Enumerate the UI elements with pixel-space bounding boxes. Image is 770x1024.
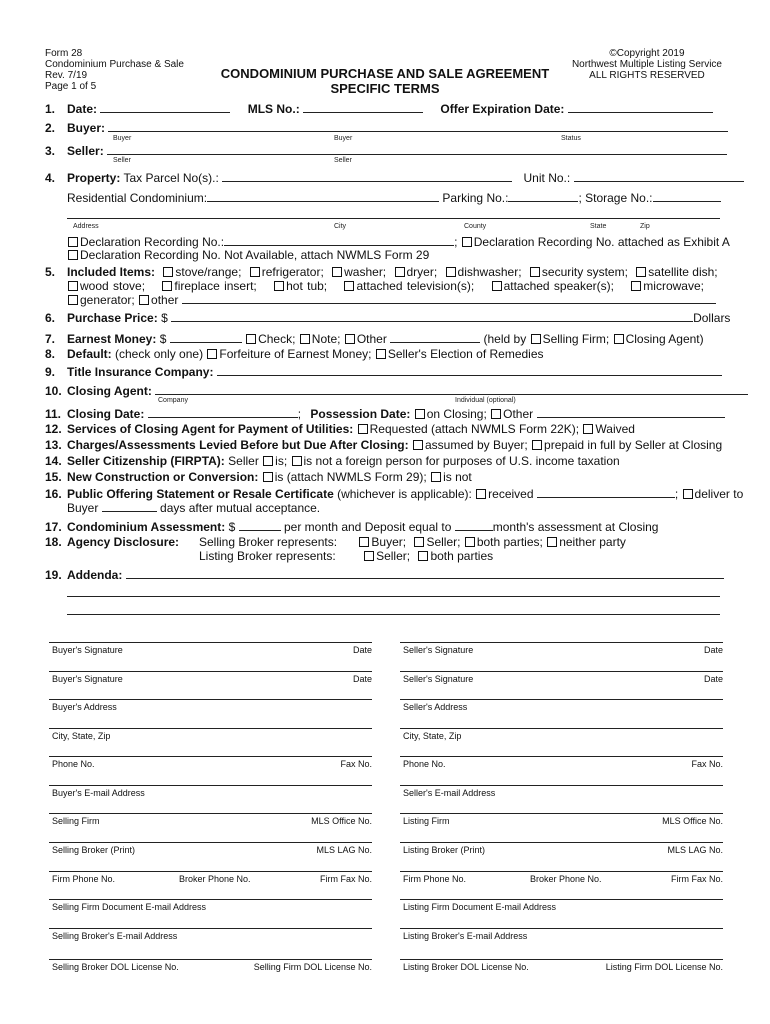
signature-line-phone-no[interactable] [49,756,372,757]
default-note: (check only one) [115,347,204,361]
row-title-company [45,364,722,379]
signature-line-buyer-s-signature[interactable] [49,642,372,643]
signature-line-listing-firm-document-e-mail-address[interactable] [400,899,723,900]
item-number: 9. [45,365,56,379]
dollar-sign: $ [228,520,236,534]
selling-broker-rep-label: Selling Broker represents: [199,535,338,549]
declaration-recording-label: Declaration Recording No.: [80,235,225,249]
note-checkbox[interactable] [300,334,310,344]
closing-date-field[interactable] [148,406,298,418]
signature-label-listing-firm: Listing Firm [403,816,450,826]
signature-line-city-state-zip[interactable] [49,728,372,729]
item-number: 4. [45,171,56,185]
is-not-label: is not [443,470,472,484]
seller-label: Seller: [67,144,104,158]
residential-condo-label: Residential Condominium: [67,191,208,205]
listing-broker-rep-label: Listing Broker represents: [199,549,336,563]
signature-label-mls-lag-no: MLS LAG No. [667,845,723,855]
utilities-label: Services of Closing Agent for Payment of Utilities: [67,422,354,436]
address-field[interactable] [67,207,720,219]
title-line1: CONDOMINIUM PURCHASE AND SALE AGREEMENT [220,66,550,81]
item-checkbox[interactable] [250,267,260,277]
held-by-label: (held by [483,332,527,346]
dollars-label: Dollars [693,311,731,325]
signature-line-seller-s-address[interactable] [400,699,723,700]
row-closing-date: 11. Closing Date: ; Possession Date: on Closing; Other [45,406,725,421]
signature-line-selling-broker-print[interactable] [49,842,372,843]
signature-label-seller-s-signature: Seller's Signature [403,645,474,655]
is-attach-checkbox[interactable] [263,472,273,482]
prepaid-label: prepaid in full by Seller at Closing [544,438,723,452]
row-closing-agent [45,383,748,398]
assumed-checkbox[interactable] [413,440,423,450]
item-number: 13. [45,438,62,452]
closing-agent-field-label: Closing Agent: [67,384,152,398]
addenda-line[interactable] [67,614,720,615]
parking-field[interactable] [508,190,578,202]
header-right [572,48,722,81]
signature-label-city-state-zip: City, State, Zip [52,731,111,741]
title-company-field[interactable] [217,364,722,376]
row-default [45,347,544,361]
check-label: Check; [258,332,296,346]
row-agency [45,535,179,549]
is-attach-label: is (attach NWMLS Form 29); [274,470,427,484]
row-assessment [45,519,658,534]
forfeiture-checkbox[interactable] [207,349,217,359]
signature-label-firm-phone-no: Firm Phone No. [52,874,116,884]
item-checkbox[interactable] [636,267,646,277]
caption-address: Address [73,223,99,230]
possession-other-checkbox[interactable] [491,409,501,419]
other-checkbox[interactable] [345,334,355,344]
row-included-items-3 [67,292,716,307]
caption-status: Status [561,135,581,142]
row-declaration-na [67,248,429,262]
title-line2: SPECIFIC TERMS [330,81,440,96]
item-number: 19. [45,568,62,582]
document-title [200,66,570,96]
note-label: Note; [311,332,341,346]
firpta-label: Seller Citizenship (FIRPTA): [67,454,225,468]
signature-line-listing-broker-dol-license-no[interactable] [400,959,723,960]
signature-label-buyer-s-signature: Buyer's Signature [52,645,123,655]
signature-label-seller-s-e-mail-address: Seller's E-mail Address [403,788,496,798]
item-number: 7. [45,332,56,346]
signature-label-mls-lag-no: MLS LAG No. [316,845,372,855]
is-not-foreign-label: is not a foreign person for purposes of U.S. income taxation [303,454,620,468]
caption-buyer: Buyer [113,135,132,142]
signature-line-seller-s-signature[interactable] [400,642,723,643]
page-number: Page 1 of 5 [45,81,97,92]
signature-label-buyer-s-signature: Buyer's Signature [52,674,123,684]
signature-line-seller-s-e-mail-address[interactable] [400,785,723,786]
row-residential-condo [67,190,721,205]
generator-checkbox[interactable] [68,295,78,305]
assessment-field[interactable] [239,519,281,531]
offer-expiration-field[interactable] [568,101,713,113]
is-not-foreign-checkbox[interactable] [292,456,302,466]
signature-label-firm-fax-no: Firm Fax No. [319,874,372,884]
other-items-field[interactable] [182,292,716,304]
selling-firm-label: Selling Firm; [542,332,610,346]
item-number: 14. [45,454,62,468]
signature-label-buyer-s-address: Buyer's Address [52,702,117,712]
list-both-checkbox[interactable] [418,551,428,561]
signature-label-phone-no: Phone No. [52,759,95,769]
item-number: 8. [45,347,56,361]
item-number: 5. [45,265,56,279]
earnest-amount-field[interactable] [170,331,242,343]
list-seller-label: Seller; [376,549,411,563]
row-utilities [45,422,635,436]
days-field[interactable] [102,500,157,512]
item-checkbox[interactable] [163,267,173,277]
item-number: 2. [45,121,56,135]
form-number: Form 28 [45,48,83,59]
is-label: is; [275,454,288,468]
signature-label-broker-phone-no: Broker Phone No. [179,874,251,884]
signature-line-buyer-s-signature[interactable] [49,671,372,672]
title-company-label: Title Insurance Company: [67,365,214,379]
mls-field[interactable] [303,101,423,113]
signature-label-listing-broker-s-e-mail-address: Listing Broker's E-mail Address [403,931,528,941]
item-number: 10. [45,384,62,398]
residential-condo-field[interactable] [207,190,439,202]
item-label: dishwasher; [457,265,522,279]
default-label: Default: [67,347,112,361]
received-label: received [488,487,534,501]
signature-label-mls-office-no: MLS Office No. [662,816,723,826]
signature-label-buyer-s-e-mail-address: Buyer's E-mail Address [52,788,145,798]
signature-label-date: Date [352,645,372,655]
item-number: 15. [45,470,62,484]
caption-state: State [590,223,607,230]
signature-label-broker-phone-no: Broker Phone No. [530,874,602,884]
item-label: fireplace insert; [174,279,257,293]
closing-date-label: Closing Date: [67,407,145,421]
buyer-label: Buyer: [67,121,106,135]
possession-date-label: Possession Date: [310,407,411,421]
form-name: Condominium Purchase & Sale [45,59,184,70]
signature-label-date: Date [703,645,723,655]
row-seller [45,143,727,158]
caption-city: City [334,223,347,230]
signature-line-selling-broker-s-e-mail-address[interactable] [49,928,372,929]
signature-label-listing-firm-document-e-mail-address: Listing Firm Document E-mail Address [403,902,557,912]
signature-line-phone-no[interactable] [400,756,723,757]
item-checkbox[interactable] [274,281,284,291]
item-label: hot tub; [286,279,328,293]
signature-label-seller-s-signature: Seller's Signature [403,674,474,684]
signature-line-selling-broker-dol-license-no[interactable] [49,959,372,960]
caption-buyer-2: Buyer [334,135,353,142]
declaration-na-checkbox[interactable] [68,250,78,260]
item-number: 1. [45,102,56,116]
declaration-recording-checkbox[interactable] [68,237,78,247]
seller-word: Seller [228,454,259,468]
item-label: stove/range; [175,265,242,279]
item-label: attached television(s); [356,279,475,293]
parking-label: Parking No.: [442,191,509,205]
item-checkbox[interactable] [530,267,540,277]
row-new-construction [45,470,472,484]
item-label: generator; [80,293,135,307]
item-checkbox[interactable] [162,281,172,291]
caption-company: Company [158,397,188,404]
list-seller-checkbox[interactable] [364,551,374,561]
signature-label-listing-broker-print: Listing Broker (Print) [403,845,486,855]
row-earnest-money [45,331,704,346]
form-revision: Rev. 7/19 [45,70,88,81]
is-not-checkbox[interactable] [431,472,441,482]
rep-both-label: both parties; [476,535,543,549]
unit-label: Unit No.: [523,171,571,185]
offer-expiration-label: Offer Expiration Date: [440,102,565,116]
storage-field[interactable] [653,190,721,202]
signature-label-firm-phone-no: Firm Phone No. [403,874,467,884]
seller-election-label: Seller's Election of Remedies [387,347,544,361]
declaration-recording-field[interactable] [224,234,454,246]
signature-line-city-state-zip[interactable] [400,728,723,729]
signature-label-phone-no: Phone No. [403,759,446,769]
charges-label: Charges/Assessments Levied Before but Due After Closing: [67,438,409,452]
dollar-sign: $ [159,332,167,346]
declaration-attached-label: Declaration Recording No. attached as Exhibit A [473,235,730,249]
mls-label: MLS No.: [247,102,300,116]
item-label: dryer; [406,265,438,279]
selling-firm-checkbox[interactable] [531,334,541,344]
signature-label-date: Date [352,674,372,684]
item-number: 3. [45,144,56,158]
signature-line-buyer-s-e-mail-address[interactable] [49,785,372,786]
received-checkbox[interactable] [476,489,486,499]
is-checkbox[interactable] [263,456,273,466]
received-field[interactable] [537,486,675,498]
caption-seller: Seller [113,157,131,164]
signature-line-listing-broker-print[interactable] [400,842,723,843]
row-declaration: Declaration Recording No.: ; Declaration Recording No. attached as Exhibit A [67,234,730,249]
row-included-items [45,265,718,279]
closing-agent-label: Closing Agent) [625,332,704,346]
row-public-offering-2 [67,500,320,515]
assessment-label: Condominium Assessment: [67,520,226,534]
addenda-line[interactable] [67,596,720,597]
waived-label: Waived [595,422,635,436]
item-checkbox[interactable] [631,281,641,291]
purchase-price-label: Purchase Price: [67,311,158,325]
signature-label-city-state-zip: City, State, Zip [403,731,462,741]
addenda-label: Addenda: [67,568,123,582]
signature-line-firm-phone-no[interactable] [400,871,723,872]
waived-checkbox[interactable] [583,424,593,434]
signature-label-selling-firm: Selling Firm [52,816,100,826]
row-address [67,207,720,222]
days-after-label: days after mutual acceptance. [160,501,321,515]
assumed-label: assumed by Buyer; [424,438,528,452]
included-items-label: Included Items: [67,265,156,279]
signature-line-listing-broker-s-e-mail-address[interactable] [400,928,723,929]
closing-agent-field[interactable] [155,383,748,395]
header-left [45,48,184,92]
buyer-days-label: Buyer [67,501,99,515]
row-selling-broker-rep [199,535,626,549]
on-closing-label: on Closing; [426,407,487,421]
rep-neither-label: neither party [559,535,626,549]
rep-neither-checkbox[interactable] [547,537,557,547]
caption-seller-2: Seller [334,157,352,164]
rep-both-checkbox[interactable] [465,537,475,547]
signature-line-seller-s-signature[interactable] [400,671,723,672]
item-checkbox[interactable] [446,267,456,277]
caption-individual: Individual (optional) [455,397,516,404]
item-checkbox[interactable] [492,281,502,291]
storage-label: ; Storage No.: [578,191,653,205]
signature-label-fax-no: Fax No. [691,759,723,769]
signature-label-seller-s-address: Seller's Address [403,702,468,712]
other-item-checkbox[interactable] [139,295,149,305]
purchase-price-field[interactable] [171,310,693,322]
other-label: Other [356,332,387,346]
assessment-rest-label: per month and Deposit equal to [283,520,452,534]
item-number: 18. [45,535,62,549]
property-label: Property: [67,171,121,185]
month-rest-label: month's assessment at Closing [492,520,659,534]
unit-field[interactable] [574,170,744,182]
item-label: security system; [541,265,628,279]
addenda-field[interactable] [126,567,724,579]
row-buyer [45,120,728,135]
row-public-offering: 16. Public Offering Statement or Resale Certificate (whichever is applicable): received ; deliver to [45,487,744,501]
item-checkbox[interactable] [68,281,78,291]
item-number: 11. [45,407,62,421]
signature-label-selling-firm-dol-license-no: Selling Firm DOL License No. [253,962,372,972]
signature-label-fax-no: Fax No. [340,759,372,769]
signature-label-selling-broker-s-e-mail-address: Selling Broker's E-mail Address [52,931,178,941]
signature-line-listing-firm[interactable] [400,813,723,814]
signature-line-buyer-s-address[interactable] [49,699,372,700]
seller-field[interactable] [107,143,727,155]
signature-line-firm-phone-no[interactable] [49,871,372,872]
signature-label-listing-firm-dol-license-no: Listing Firm DOL License No. [605,962,723,972]
signature-label-selling-firm-document-e-mail-address: Selling Firm Document E-mail Address [52,902,207,912]
item-number: 17. [45,520,62,534]
signature-line-selling-firm[interactable] [49,813,372,814]
prepaid-checkbox[interactable] [532,440,542,450]
item-label: attached speaker(s); [503,279,614,293]
item-checkbox[interactable] [395,267,405,277]
requested-label: Requested (attach NWMLS Form 22K); [369,422,580,436]
new-construction-label: New Construction or Conversion: [67,470,259,484]
tax-parcel-field[interactable] [222,170,512,182]
item-number: 12. [45,422,62,436]
rep-seller-checkbox[interactable] [414,537,424,547]
agency-label: Agency Disclosure: [67,535,180,549]
item-label: refrigerator; [261,265,324,279]
earnest-money-label: Earnest Money: [67,332,157,346]
item-number: 6. [45,311,56,325]
date-label: Date: [67,102,98,116]
declaration-na-label: Declaration Recording No. Not Available, attach NWMLS Form 29 [80,248,430,262]
rep-buyer-label: Buyer; [371,535,407,549]
date-field[interactable] [100,101,230,113]
item-checkbox[interactable] [332,267,342,277]
signature-label-date: Date [703,674,723,684]
row-addenda [45,567,724,582]
buyer-field[interactable] [108,120,728,132]
caption-county: County [464,223,487,230]
possession-other-label: Other [503,407,534,421]
rep-seller-label: Seller; [426,535,461,549]
on-closing-checkbox[interactable] [415,409,425,419]
rep-buyer-checkbox[interactable] [359,537,369,547]
row-date [45,101,713,116]
item-label: washer; [344,265,387,279]
tax-parcel-label: Tax Parcel No(s).: [123,171,219,185]
organization: Northwest Multiple Listing Service [571,59,722,70]
check-checkbox[interactable] [246,334,256,344]
whichever-label: (whichever is applicable): [337,487,472,501]
copyright: ©Copyright 2019 [609,48,685,59]
dollar-sign: $ [161,311,168,325]
declaration-attached-checkbox[interactable] [462,237,472,247]
item-label: microwave; [643,279,704,293]
list-both-label: both parties [430,549,494,563]
signature-label-selling-broker-print: Selling Broker (Print) [52,845,136,855]
signature-label-selling-broker-dol-license-no: Selling Broker DOL License No. [52,962,179,972]
forfeiture-label: Forfeiture of Earnest Money; [219,347,372,361]
row-included-items-2 [67,279,704,293]
deliver-checkbox[interactable] [683,489,693,499]
row-purchase-price [45,310,730,325]
public-offering-label: Public Offering Statement or Resale Certificate [67,487,334,501]
possession-other-field[interactable] [537,406,725,418]
requested-checkbox[interactable] [358,424,368,434]
row-listing-broker-rep [199,549,493,563]
item-label: other [151,293,179,307]
signature-label-listing-broker-dol-license-no: Listing Broker DOL License No. [403,962,529,972]
signature-label-mls-office-no: MLS Office No. [311,816,372,826]
item-number: 16. [45,487,62,501]
row-property [45,170,744,185]
rights-reserved: ALL RIGHTS RESERVED [589,70,705,81]
item-label: satellite dish; [648,265,718,279]
deliver-label: deliver to [694,487,744,501]
caption-zip: Zip [640,223,650,230]
deposit-months-field[interactable] [455,519,493,531]
signature-line-selling-firm-document-e-mail-address[interactable] [49,899,372,900]
signature-label-firm-fax-no: Firm Fax No. [670,874,723,884]
other-field[interactable] [390,331,480,343]
row-firpta [45,454,620,468]
closing-agent-checkbox[interactable] [614,334,624,344]
item-checkbox[interactable] [344,281,354,291]
seller-election-checkbox[interactable] [376,349,386,359]
row-charges [45,438,722,452]
item-label: wood stove; [80,279,146,293]
